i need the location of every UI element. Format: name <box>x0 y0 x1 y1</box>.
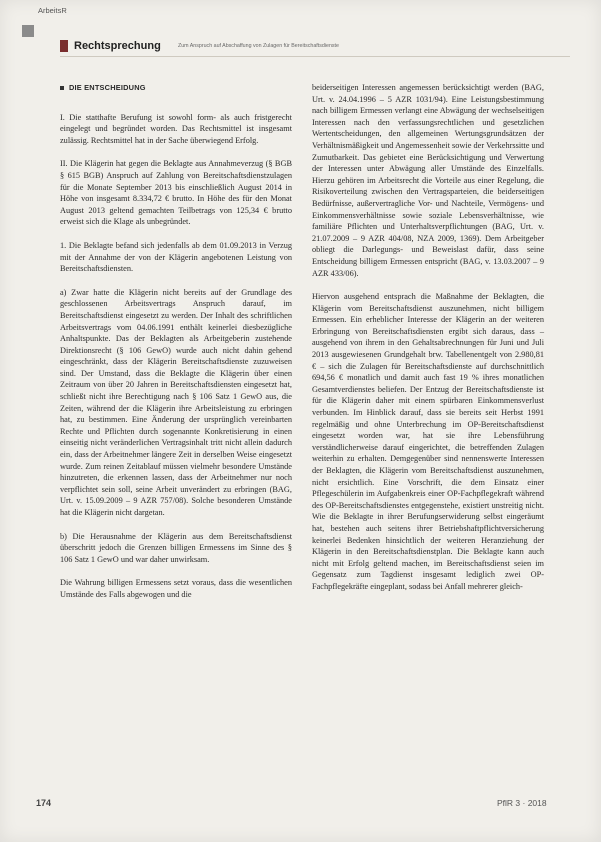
paragraph: b) Die Herausnahme der Klägerin aus dem Bereitschaftsdienst überschritt jedoch die Grenzen billigen Ermessens im Sinne des § 106 Satz 1 GewO und war daher unwirksam. <box>60 531 292 564</box>
paragraph: beiderseitigen Interessen angemessen berücksichtigt werden (BAG, Urt. v. 24.04.1996 – 5 AZR 1031/94). Eine Leistungsbestimmung nach billigem Ermessen verlangt eine Abwägung der wechselseitigen Interessen nach den verfassungsrechtlichen und gesetzlichen Wertentscheidungen, den allgemeinen Wertungsgrundsätzen der Verhältnismäßigkeit und Angemessenheit sowie der Verkehrssitte und Zumutbarkeit. Das gebietet eine Berücksichtigung und Verwertung der Interessen unter Abwägung aller Umstände des Einzelfalls. Hierzu gehören im Arbeitsrecht die Vorteile aus einer Regelung, die Risikoverteilung zwischen den Vertragsparteien, die beiderseitigen Bedürfnisse, außervertragliche Vor- und Nachteile, Vermögens- und Einkommensverhältnisse sowie soziale Lebensverhältnisse, wie familiäre Pflichten und Unterhaltsverpflichtungen (BAG, Urt. v. 21.07.2009 – 9 AZR 404/08, NZA 2009, 1369). Dem Arbeitgeber obliegt die Darlegungs- und Beweislast dafür, dass seine Entscheidung billigem Ermessen entspricht (BAG, v. 13.03.2007 – 9 AZR 433/06). <box>312 83 544 278</box>
section-heading-text: DIE ENTSCHEIDUNG <box>69 83 146 92</box>
paragraph: Die Wahrung billigen Ermessens setzt voraus, dass die wesentlichen Umstände des Falls abgewogen und die <box>60 578 292 599</box>
header-rule <box>60 56 570 57</box>
paragraph: 1. Die Beklagte befand sich jedenfalls ab dem 01.09.2013 in Verzug mit der Annahme der von der Klägerin angebotenen Leistung von Bereitschaftsdiensten. <box>60 240 292 274</box>
paragraph: Hiervon ausgehend entsprach die Maßnahme der Beklagten, die Klägerin vom Bereitschaftsdienst auszunehmen, nicht billigem Ermessen. Ein erheblicher Interesse der Klägerin an der weiteren Erbringung von Bereitschaftsdiensten ergibt sich daraus, dass – ausgehend von ihrem in den Gehaltsabrechnungen für Juni und Juli 2013 ausgewiesenen Grundgehalt brw. Tabellenentgelt von 2.980,81 € – sich die Zulagen für Bereitschaftsdienste auf durchschnittlich 694,56 € monatlich und damit auch fast 19 % ihres monatlichen Gesamtverdienstes beliefen. Der Entzug der Bereitschaftsdienste ist für die Klägerin daher mit einem spürbaren Einkommensverlust verbunden. Im Hinblick darauf, dass sie bereits seit Herbst 1991 regelmäßig und ohne Unterbrechung im OP-Bereitschaftsdienst eingesetzt worden war, hat sie ihre Lebensführung verständlicherweise darauf eingerichtet, die betreffenden Zulagen weiterhin zu erhalten. Demgegenüber sind nennenswerte Interessen der Beklagten, die Klägerin vom Bereitschaftsdienst auszunehmen, nicht ersichtlich. Eine Vorschrift, die dem Einsatz einer Pflegeschülerin im Aufgabenkreis einer OP-Fachpflegekraft während des OP-Bereitschaftsdienstes entgegenstehe, existiert unstreitig nicht. Wie die Beklagte in ihrer Berufungserwiderung selbst eingeräumt hat, bestehen auch seitens ihrer Betriebshaftpflichtversicherung keinerlei Bedenken hinsichtlich der weiteren Heranziehung der Klägerin in den Bereitschaftsdienstplan. Die Beklagte kann auch nicht mit Erfolg geltend machen, im Bereitschaftsdienst seien im Gegensatz zum Tagdienst insgesamt lediglich zwei OP-Fachpflegekräfte eingeplant, sodass bei Anfall mehrerer gleich- <box>312 292 544 591</box>
page-number: 174 <box>36 798 52 808</box>
running-head: ArbeitsR <box>38 6 67 15</box>
header-subtitle: Zum Anspruch auf Abschaffung von Zulagen für Bereitschaftsdienste <box>178 43 339 49</box>
paragraph: II. Die Klägerin hat gegen die Beklagte aus Annahmeverzug (§ BGB § 615 BGB) Anspruch auf Zahlung von Bereitschaftsdienstzulagen für die Monate September 2013 bis einschließlich August 2014 in Höhe von insgesamt 8.334,72 € brutto. In Höhe des für den Monat August 2013 geltend gemachten Teilbetrags von 125,34 € brutto erweist sich die Klage als unbegründet. <box>60 159 292 227</box>
header-accent <box>60 40 68 52</box>
header-title: Rechtsprechung <box>74 40 161 52</box>
header-marker <box>22 25 34 37</box>
left-column <box>60 82 292 613</box>
journal-citation: PflR 3 · 2018 <box>497 798 547 808</box>
paragraph: a) Zwar hatte die Klägerin nicht bereits auf der Grundlage des geschlossenen Arbeitsvertrags Anspruch darauf, im Bereitschaftsdienst eingesetzt zu werden. Der Inhalt des schriftlichen Arbeitsvertrags vom 04.06.1991 enthält keinerlei diesbezügliche Anhaltspunkte. Das der Beklagten als Arbeitgeberin zustehende Direktionsrecht (§ 106 GewO) wurde auch nicht dahin gehend eingeschränkt, dass der Klägerin Bereitschaftsdienste zuzuweisen sind. Der Umstand, dass die Beklagte die Klägerin über einen Zeitraum von über 20 Jahren in Bereitschaftsdiensten eingesetzt hat, schließt nicht ihre Berechtigung nach § 106 Satz 1 GewO aus, die Zeiten, während der die Klägerin ihre Arbeitsleistung zu erbringen hat, zu bestimmen. Eine Änderung der ursprünglich vereinbarten Rechte und Pflichten durch sogenannte Konkretisierung in einen einseitig nicht veränderlichen Vertragsinhalt tritt nicht allein dadurch ein, dass der Arbeitnehmer längere Zeit in derselben Weise eingesetzt wurde. Zum reinen Zeitablauf müssen vielmehr besondere Umstände hinzutreten, die erkennen lassen, dass der Arbeitnehmer nur noch verpflichtet sein soll, seine Arbeit unverändert zu erbringen (BAG, Urt. v. 15.09.2009 – 9 AZR 757/08). Solche besonderen Umstände hat die Klägerin nicht dargetan. <box>60 287 292 517</box>
section-heading <box>60 82 292 94</box>
square-bullet-icon <box>60 86 64 90</box>
paragraph: I. Die statthafte Berufung ist sowohl form- als auch fristgerecht eingelegt und begründet worden. Das Rechtsmittel ist insgesamt zulässig. Rechtsmittel hat in der Sache überwiegend Erfolg. <box>60 112 292 145</box>
right-column <box>312 82 544 605</box>
